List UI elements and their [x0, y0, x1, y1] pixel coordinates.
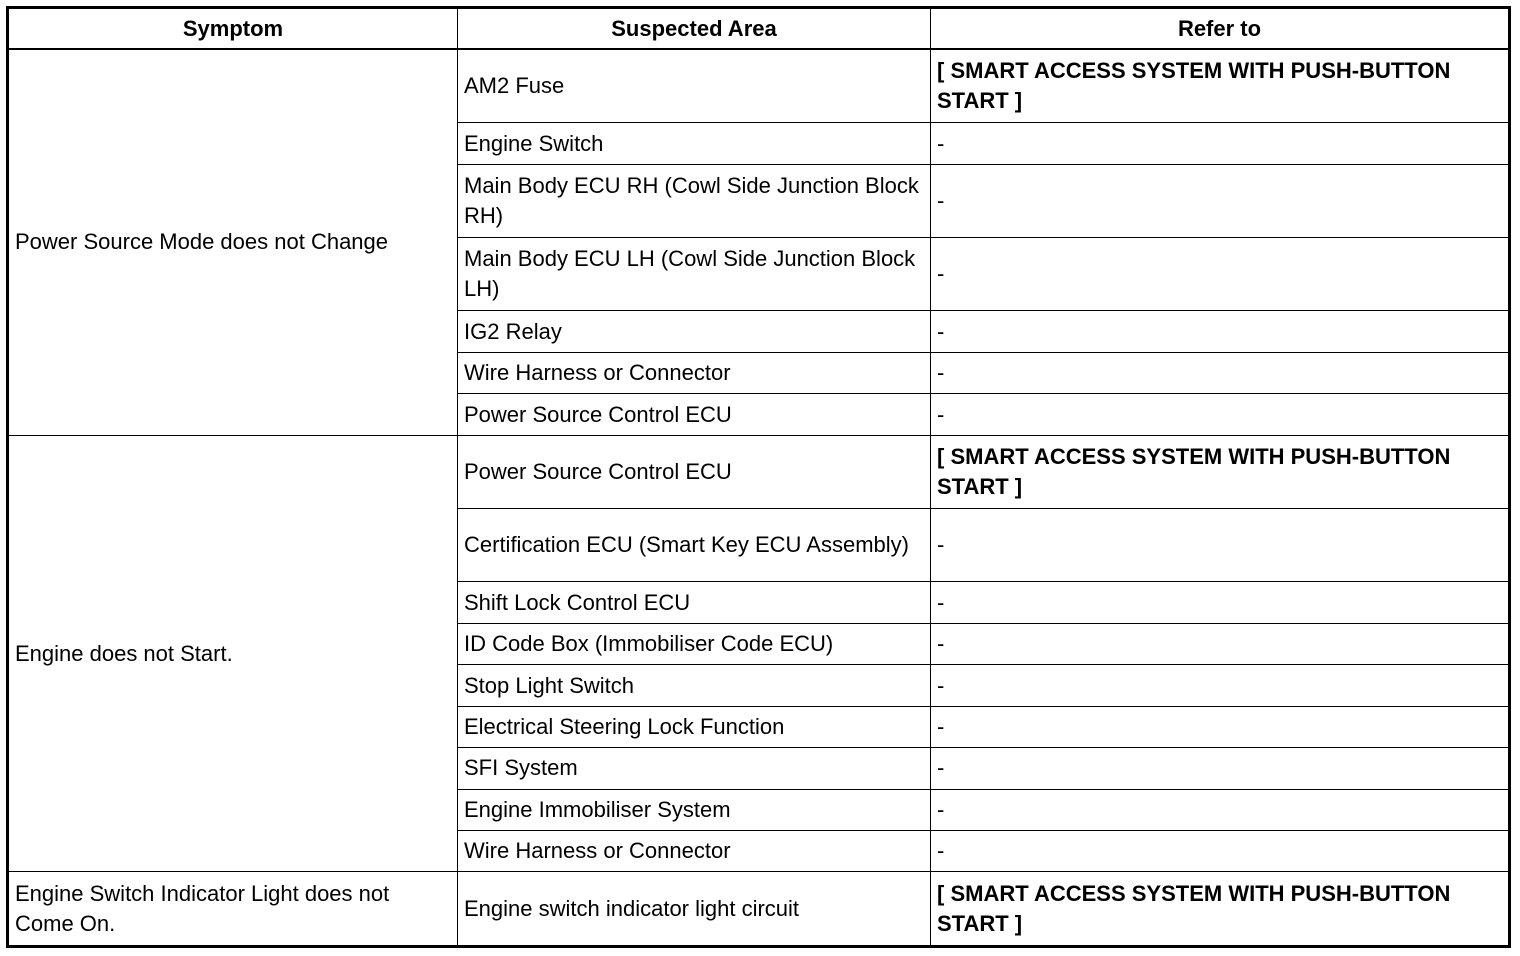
refer-to-cell: -: [931, 831, 1510, 872]
suspected-area-cell: AM2 Fuse: [458, 49, 931, 123]
symptom-cell: Engine does not Start.: [8, 435, 458, 872]
refer-to-cell: -: [931, 789, 1510, 830]
symptom-cell: Engine Switch Indicator Light does not Come On.: [8, 872, 458, 947]
refer-to-cell: -: [931, 123, 1510, 164]
refer-to-cell: -: [931, 582, 1510, 623]
suspected-area-cell: SFI System: [458, 748, 931, 789]
refer-to-link[interactable]: [ SMART ACCESS SYSTEM WITH PUSH-BUTTON START ]: [931, 872, 1510, 947]
refer-to-link[interactable]: [ SMART ACCESS SYSTEM WITH PUSH-BUTTON START ]: [931, 49, 1510, 123]
table-header-row: [8, 8, 1510, 50]
suspected-area-cell: Power Source Control ECU: [458, 394, 931, 435]
suspected-area-cell: Engine Switch: [458, 123, 931, 164]
troubleshooting-table: [6, 6, 1511, 948]
refer-to-cell: -: [931, 352, 1510, 393]
suspected-area-cell: Main Body ECU RH (Cowl Side Junction Block RH): [458, 164, 931, 237]
suspected-area-cell: Stop Light Switch: [458, 665, 931, 706]
suspected-area-cell: ID Code Box (Immobiliser Code ECU): [458, 623, 931, 664]
suspected-area-cell: Electrical Steering Lock Function: [458, 706, 931, 747]
refer-to-cell: -: [931, 748, 1510, 789]
refer-to-cell: -: [931, 665, 1510, 706]
refer-to-cell: -: [931, 394, 1510, 435]
table-row: [8, 49, 1510, 123]
symptom-cell: Power Source Mode does not Change: [8, 49, 458, 435]
suspected-area-cell: Engine Immobiliser System: [458, 789, 931, 830]
suspected-area-cell: Wire Harness or Connector: [458, 352, 931, 393]
table-row: [8, 872, 1510, 947]
suspected-area-cell: Shift Lock Control ECU: [458, 582, 931, 623]
suspected-area-cell: Engine switch indicator light circuit: [458, 872, 931, 947]
header-symptom: Symptom: [8, 8, 458, 50]
suspected-area-cell: Main Body ECU LH (Cowl Side Junction Block LH): [458, 238, 931, 311]
table-row: [8, 435, 1510, 508]
refer-to-cell: -: [931, 238, 1510, 311]
suspected-area-cell: IG2 Relay: [458, 311, 931, 352]
header-suspected-area: Suspected Area: [458, 8, 931, 50]
refer-to-cell: -: [931, 623, 1510, 664]
suspected-area-cell: Wire Harness or Connector: [458, 831, 931, 872]
refer-to-cell: -: [931, 706, 1510, 747]
suspected-area-cell: Power Source Control ECU: [458, 435, 931, 508]
header-refer-to: Refer to: [931, 8, 1510, 50]
refer-to-link[interactable]: [ SMART ACCESS SYSTEM WITH PUSH-BUTTON START ]: [931, 435, 1510, 508]
refer-to-cell: -: [931, 311, 1510, 352]
refer-to-cell: -: [931, 164, 1510, 237]
suspected-area-cell: Certification ECU (Smart Key ECU Assembly): [458, 509, 931, 582]
refer-to-cell: -: [931, 509, 1510, 582]
